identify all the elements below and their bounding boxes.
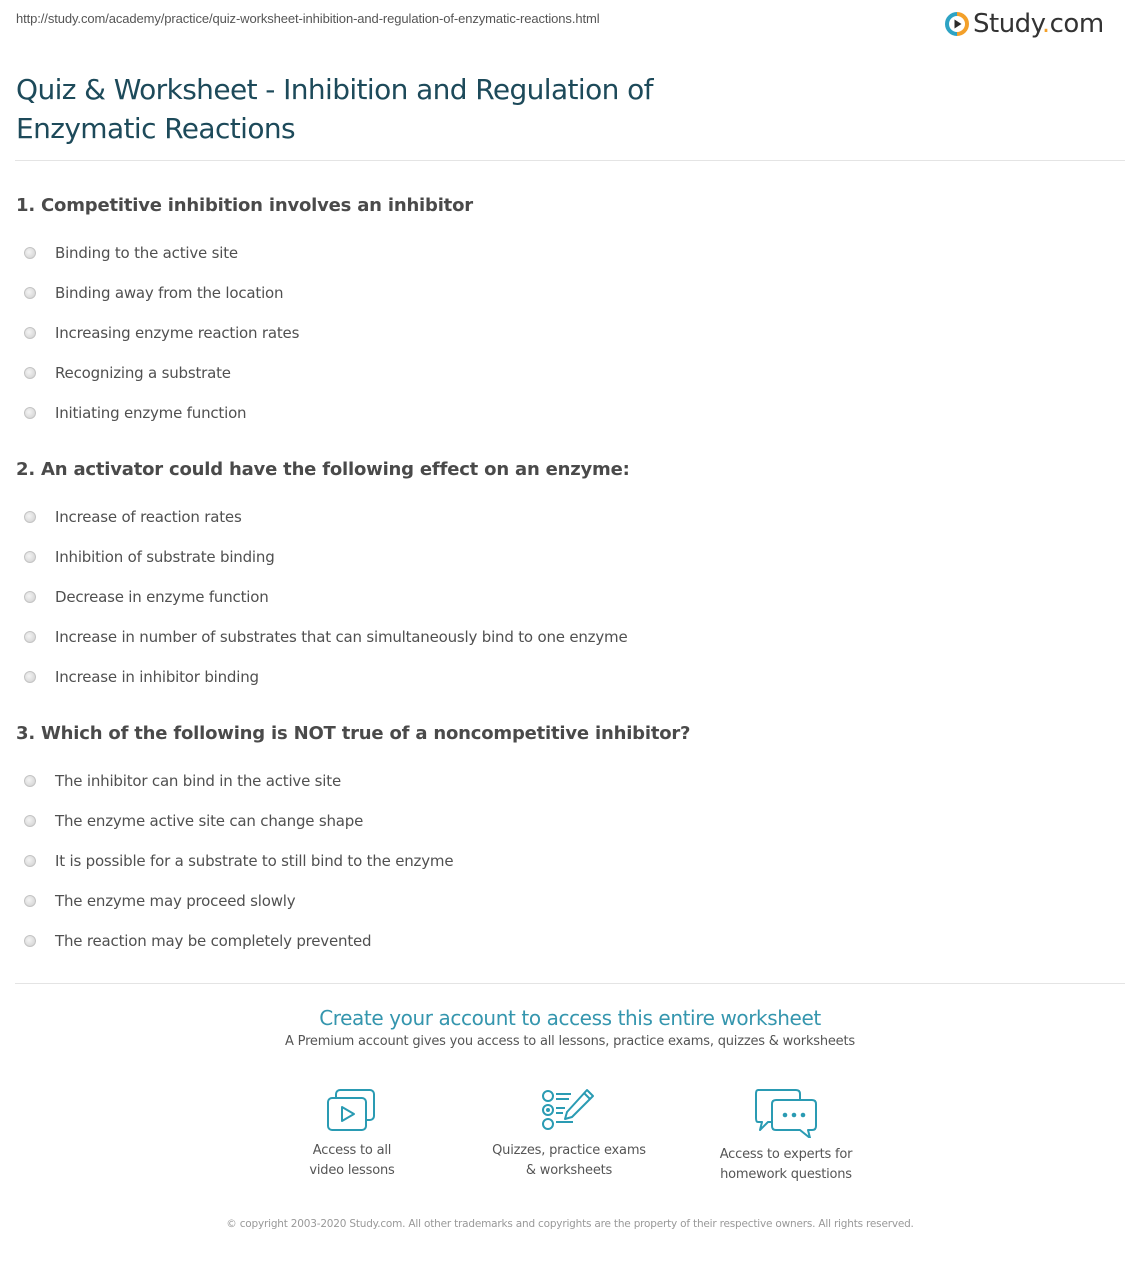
option-label: The enzyme active site can change shape (55, 812, 364, 830)
feature-label (469, 1141, 669, 1181)
logo-text (973, 9, 1104, 39)
feature-label (686, 1145, 886, 1185)
logo-dot: . (1041, 9, 1050, 39)
option-label: Binding to the active site (55, 244, 238, 262)
question-3 (16, 721, 1116, 961)
answer-option[interactable] (16, 761, 1116, 801)
radio-button[interactable] (24, 815, 36, 827)
feature-line: Access to all (312, 1143, 392, 1158)
feature-line: Quizzes, practice exams (492, 1143, 646, 1158)
signup-cta (0, 1006, 1140, 1049)
feature-line: Access to experts for (719, 1147, 853, 1162)
video-lessons-icon (326, 1088, 378, 1134)
answer-option[interactable] (16, 273, 1116, 313)
answer-option[interactable] (16, 577, 1116, 617)
answer-option[interactable] (16, 881, 1116, 921)
page-title: Quiz & Worksheet - Inhibition and Regulation of Enzymatic Reactions (16, 73, 653, 145)
option-label: Recognizing a substrate (55, 364, 231, 382)
option-label: Increase in number of substrates that can simultaneously bind to one enzyme (55, 628, 628, 646)
radio-button[interactable] (24, 671, 36, 683)
radio-button[interactable] (24, 327, 36, 339)
radio-button[interactable] (24, 247, 36, 259)
feature-line: & worksheets (525, 1163, 613, 1178)
answer-option[interactable] (16, 313, 1116, 353)
chat-bubbles-icon (754, 1088, 818, 1138)
question-title: 1. Competitive inhibition involves an inhibitor (16, 195, 473, 216)
radio-button[interactable] (24, 551, 36, 563)
feature-line: homework questions (720, 1167, 852, 1182)
radio-button[interactable] (24, 935, 36, 947)
radio-button[interactable] (24, 511, 36, 523)
option-label: Inhibition of substrate binding (55, 548, 275, 566)
answer-option[interactable] (16, 393, 1116, 433)
radio-button[interactable] (24, 591, 36, 603)
study-logo[interactable] (945, 9, 1104, 39)
answer-option[interactable] (16, 841, 1116, 881)
answer-option[interactable] (16, 657, 1116, 697)
copyright-footer: © copyright 2003-2020 Study.com. All other trademarks and copyrights are the property of their respective owners. All rights reserved. (226, 1218, 914, 1230)
option-label: Increase of reaction rates (55, 508, 242, 526)
cta-title-link[interactable]: Create your account to access this entire worksheet (319, 1006, 821, 1030)
radio-button[interactable] (24, 287, 36, 299)
header-divider (15, 160, 1125, 161)
option-label: Increase in inhibitor binding (55, 668, 259, 686)
option-label: Increasing enzyme reaction rates (55, 324, 300, 342)
cta-subtitle: A Premium account gives you access to all lessons, practice exams, quizzes & worksheets (285, 1034, 855, 1049)
option-label: The reaction may be completely prevented (55, 932, 372, 950)
radio-button[interactable] (24, 895, 36, 907)
radio-button[interactable] (24, 775, 36, 787)
quiz-checklist-icon (541, 1088, 597, 1134)
option-label: Decrease in enzyme function (55, 588, 269, 606)
feature-video-lessons (252, 1088, 452, 1181)
radio-button[interactable] (24, 367, 36, 379)
feature-experts (686, 1088, 886, 1185)
answer-option[interactable] (16, 537, 1116, 577)
feature-label (252, 1141, 452, 1181)
content-divider (15, 983, 1125, 984)
answer-option[interactable] (16, 801, 1116, 841)
radio-button[interactable] (24, 631, 36, 643)
radio-button[interactable] (24, 407, 36, 419)
logo-tld: com (1049, 9, 1104, 39)
answer-option[interactable] (16, 497, 1116, 537)
question-title: 3. Which of the following is NOT true of a noncompetitive inhibitor? (16, 723, 691, 744)
feature-line: video lessons (309, 1163, 395, 1178)
answer-option[interactable] (16, 921, 1116, 961)
answer-option[interactable] (16, 353, 1116, 393)
question-1 (16, 193, 1116, 433)
option-label: Initiating enzyme function (55, 404, 247, 422)
feature-quizzes (469, 1088, 669, 1181)
option-label: The inhibitor can bind in the active site (55, 772, 341, 790)
question-2 (16, 457, 1116, 697)
radio-button[interactable] (24, 855, 36, 867)
option-label: The enzyme may proceed slowly (55, 892, 296, 910)
logo-name: Study (973, 9, 1042, 39)
answer-option[interactable] (16, 617, 1116, 657)
play-circle-icon (945, 12, 969, 36)
option-label: It is possible for a substrate to still bind to the enzyme (55, 852, 454, 870)
question-title: 2. An activator could have the following effect on an enzyme: (16, 459, 630, 480)
page-url: http://study.com/academy/practice/quiz-worksheet-inhibition-and-regulation-of-enzymatic-reactions.html (16, 11, 600, 26)
answer-option[interactable] (16, 233, 1116, 273)
option-label: Binding away from the location (55, 284, 284, 302)
